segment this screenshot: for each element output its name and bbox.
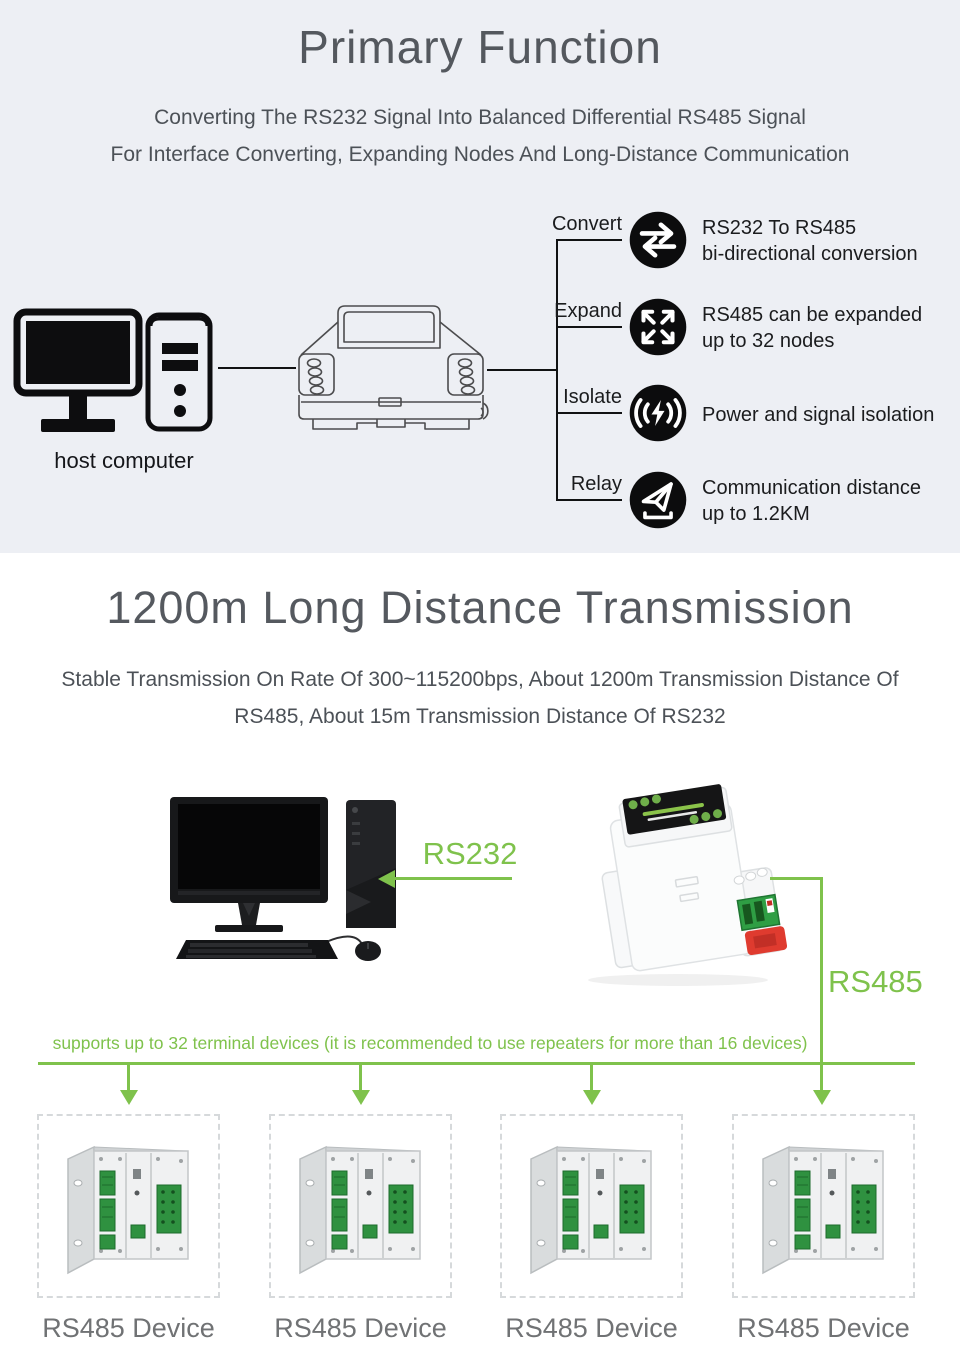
feature-text-expand-line1: RS485 can be expanded bbox=[702, 304, 923, 326]
connector-line-host-to-module bbox=[218, 367, 296, 369]
drop-arrowhead-2-icon bbox=[352, 1090, 370, 1105]
rs485-device-box-3 bbox=[500, 1114, 683, 1298]
rs485-device-label-3: RS485 Device bbox=[505, 1313, 678, 1343]
feature-text-relay-line2: up to 1.2KM bbox=[702, 503, 810, 525]
rs485-line-horizontal bbox=[770, 877, 823, 880]
distribution-line bbox=[38, 1062, 915, 1065]
rs232-label: RS232 bbox=[422, 836, 518, 871]
branch-line-expand bbox=[556, 326, 622, 328]
rs485-device-box-1 bbox=[37, 1114, 220, 1298]
host-computer-label: host computer bbox=[54, 448, 194, 473]
feature-text-relay-line1: Communication distance bbox=[702, 477, 921, 499]
rs485-device-box-4 bbox=[732, 1114, 915, 1298]
drop-arrowhead-4-icon bbox=[813, 1090, 831, 1105]
relay-send-icon bbox=[629, 471, 687, 529]
primary-function-section bbox=[0, 0, 960, 553]
din-module-outline-icon bbox=[293, 302, 489, 435]
section2-subtitle-line1: Stable Transmission On Rate Of 300~115200bps, About 1200m Transmission Distance Of bbox=[61, 668, 899, 691]
rs232-arrowhead-icon bbox=[378, 870, 395, 888]
rs485-line-vertical bbox=[820, 877, 823, 1093]
rs485-device-image bbox=[54, 1131, 204, 1281]
rs485-label: RS485 bbox=[828, 964, 923, 999]
rs485-device-box-2 bbox=[269, 1114, 452, 1298]
rs232-arrow-line bbox=[393, 877, 512, 880]
convert-arrows-icon bbox=[629, 211, 687, 269]
rs485-device-label-1: RS485 Device bbox=[42, 1313, 215, 1343]
rs485-device-image bbox=[517, 1131, 667, 1281]
rs485-device-label-4: RS485 Device bbox=[737, 1313, 910, 1343]
section1-subtitle-line1: Converting The RS232 Signal Into Balanced Differential RS485 Signal bbox=[154, 106, 806, 129]
rs485-device-image bbox=[749, 1131, 899, 1281]
feature-tag-relay: Relay bbox=[570, 473, 622, 495]
rs485-device-label-2: RS485 Device bbox=[274, 1313, 447, 1343]
section2-title: 1200m Long Distance Transmission bbox=[106, 582, 854, 633]
branch-line-relay bbox=[556, 499, 622, 501]
desktop-computer-image bbox=[158, 792, 410, 968]
feature-tag-isolate: Isolate bbox=[563, 386, 622, 408]
host-computer-icon bbox=[10, 305, 216, 437]
isolation-bolt-icon bbox=[629, 384, 687, 442]
section2-subtitle-line2: RS485, About 15m Transmission Distance Of RS232 bbox=[234, 705, 726, 728]
rs485-device-image bbox=[286, 1131, 436, 1281]
feature-text-convert-line1: RS232 To RS485 bbox=[702, 217, 857, 239]
feature-text-expand-line2: up to 32 nodes bbox=[702, 330, 835, 352]
connector-line-module-to-trunk bbox=[487, 369, 557, 371]
support-note: supports up to 32 terminal devices (it is recommended to use repeaters for more than 16 devices) bbox=[52, 1033, 808, 1053]
expand-arrows-icon bbox=[629, 298, 687, 356]
drop-arrowhead-1-icon bbox=[120, 1090, 138, 1105]
feature-tag-convert: Convert bbox=[551, 213, 622, 235]
section1-title: Primary Function bbox=[298, 21, 662, 73]
feature-text-convert-line2: bi-directional conversion bbox=[702, 243, 918, 265]
feature-tag-expand: Expand bbox=[554, 300, 622, 322]
feature-trunk-line bbox=[556, 239, 558, 501]
rs232-to-rs485-module-image bbox=[558, 784, 794, 989]
branch-line-isolate bbox=[556, 412, 622, 414]
feature-text-isolate-line1: Power and signal isolation bbox=[702, 404, 935, 426]
section1-subtitle-line2: For Interface Converting, Expanding Nodes And Long-Distance Communication bbox=[110, 143, 850, 166]
drop-arrowhead-3-icon bbox=[583, 1090, 601, 1105]
branch-line-convert bbox=[556, 239, 622, 241]
